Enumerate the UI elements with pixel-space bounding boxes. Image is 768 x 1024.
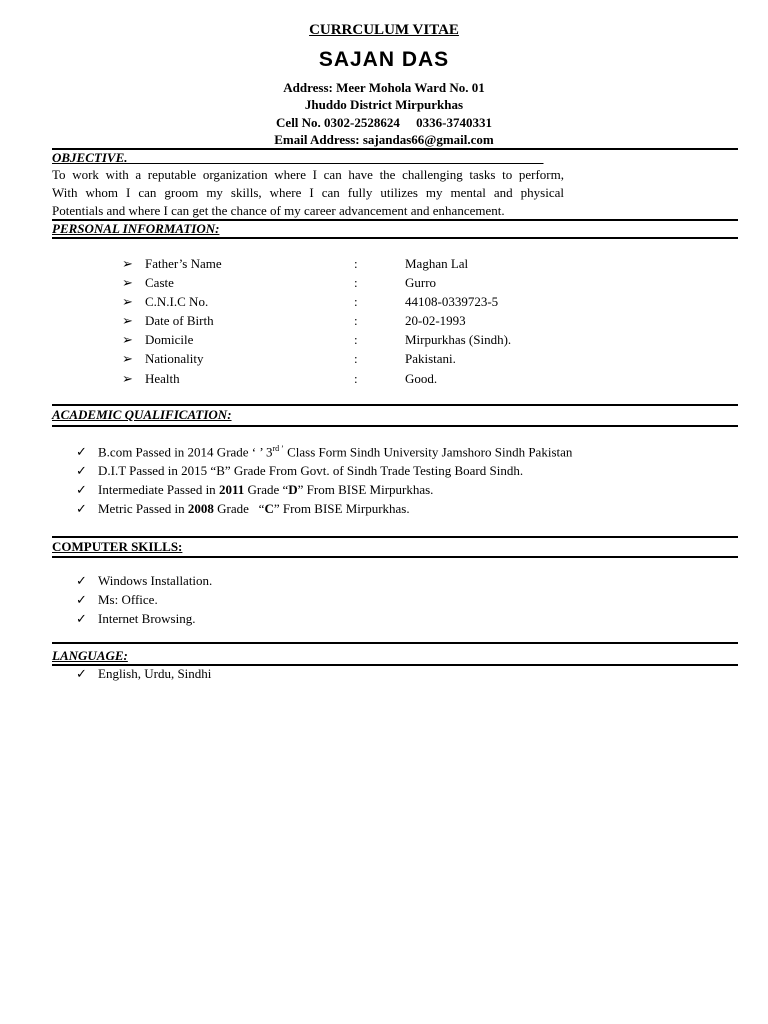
- divider: [52, 425, 738, 427]
- personal-info-label: Date of Birth: [145, 313, 214, 328]
- personal-info-heading: PERSONAL INFORMATION:: [52, 221, 220, 236]
- personal-info-label: Caste: [145, 275, 174, 290]
- skill-item-text: Internet Browsing.: [98, 611, 196, 626]
- check-icon: ✓: [76, 444, 87, 459]
- computer-skills-heading: COMPUTER SKILLS:: [52, 539, 183, 554]
- separator-colon: :: [354, 256, 358, 271]
- separator-colon: :: [354, 332, 358, 347]
- arrow-bullet-icon: ➢: [122, 351, 133, 366]
- personal-info-value: 44108-0339723-5: [405, 294, 499, 309]
- divider: [52, 642, 738, 644]
- address-line-2: Jhuddo District Mirpurkhas: [304, 97, 464, 112]
- objective-line: With whom I can groom my skills, where I can fully utilizes my mental and physical: [52, 185, 564, 200]
- personal-info-value: 20-02-1993: [405, 313, 466, 328]
- separator-colon: :: [354, 294, 358, 309]
- academic-item: [76, 501, 410, 520]
- check-icon: ✓: [76, 482, 87, 497]
- arrow-bullet-icon: ➢: [122, 332, 133, 347]
- objective-heading-text: OBJECTIVE.: [52, 150, 128, 165]
- separator-colon: :: [354, 275, 358, 290]
- personal-info-value: Gurro: [405, 275, 437, 290]
- personal-info-label: Domicile: [145, 332, 194, 347]
- academic-item-text: B.com Passed in 2014 Grade ‘ ’ $3^{rd ’}$ Class Form Sindh University Jamshoro Sindh Pakistan: [98, 444, 573, 460]
- personal-info-value: Good.: [405, 371, 438, 386]
- objective-underline: ________________________________________________________________: [127, 150, 544, 165]
- skill-item-text: Windows Installation.: [98, 573, 213, 588]
- divider: [52, 237, 738, 239]
- address-line-1: Address: Meer Mohola Ward No. 01: [283, 80, 485, 95]
- personal-info-value: Mirpurkhas (Sindh).: [405, 332, 512, 347]
- objective-paragraph: [52, 166, 564, 220]
- divider: [52, 404, 738, 406]
- personal-info-label: Health: [145, 371, 180, 386]
- check-icon: ✓: [76, 573, 87, 588]
- email-address: Email Address: sajandas66@gmail.com: [274, 132, 494, 147]
- academic-item-text: Metric Passed in 2008 Grade “C” From BISE Mirpurkhas.: [98, 501, 410, 516]
- separator-colon: :: [354, 351, 358, 366]
- check-icon: ✓: [76, 463, 87, 478]
- check-icon: ✓: [76, 501, 87, 516]
- arrow-bullet-icon: ➢: [122, 371, 133, 386]
- objective-heading: [52, 150, 544, 166]
- cv-title: CURRCULUM VITAE: [309, 22, 459, 38]
- arrow-bullet-icon: ➢: [122, 256, 133, 271]
- check-icon: ✓: [76, 611, 87, 626]
- separator-colon: :: [354, 313, 358, 328]
- personal-info-value: Maghan Lal: [405, 256, 469, 271]
- separator-colon: :: [354, 371, 358, 386]
- objective-line: To work with a reputable organization where I can have the challenging tasks to perform,: [52, 167, 564, 182]
- arrow-bullet-icon: ➢: [122, 294, 133, 309]
- language-item-text: English, Urdu, Sindhi: [98, 666, 212, 681]
- objective-line: Potentials and where I can get the chance of my career advancement and enhancement.: [52, 203, 505, 218]
- academic-item-text: D.I.T Passed in 2015 “B” Grade From Govt. of Sindh Trade Testing Board Sindh.: [98, 463, 524, 478]
- check-icon: ✓: [76, 592, 87, 607]
- personal-info-label: Nationality: [145, 351, 204, 366]
- academic-heading: ACADEMIC QUALIFICATION:: [52, 407, 232, 422]
- personal-info-label: Father’s Name: [145, 256, 222, 271]
- cell-numbers: Cell No. 0302-2528624 0336-3740331: [276, 115, 492, 130]
- arrow-bullet-icon: ➢: [122, 275, 133, 290]
- divider: [52, 556, 738, 558]
- candidate-name: SAJAN DAS: [318, 48, 450, 71]
- arrow-bullet-icon: ➢: [122, 313, 133, 328]
- personal-info-label: C.N.I.C No.: [145, 294, 209, 309]
- divider: [52, 536, 738, 538]
- personal-info-value: Pakistani.: [405, 351, 456, 366]
- skill-item-text: Ms: Office.: [98, 592, 158, 607]
- academic-item-text: Intermediate Passed in 2011 Grade “D” From BISE Mirpurkhas.: [98, 482, 434, 497]
- language-heading: LANGUAGE:: [52, 648, 128, 663]
- check-icon: ✓: [76, 666, 87, 681]
